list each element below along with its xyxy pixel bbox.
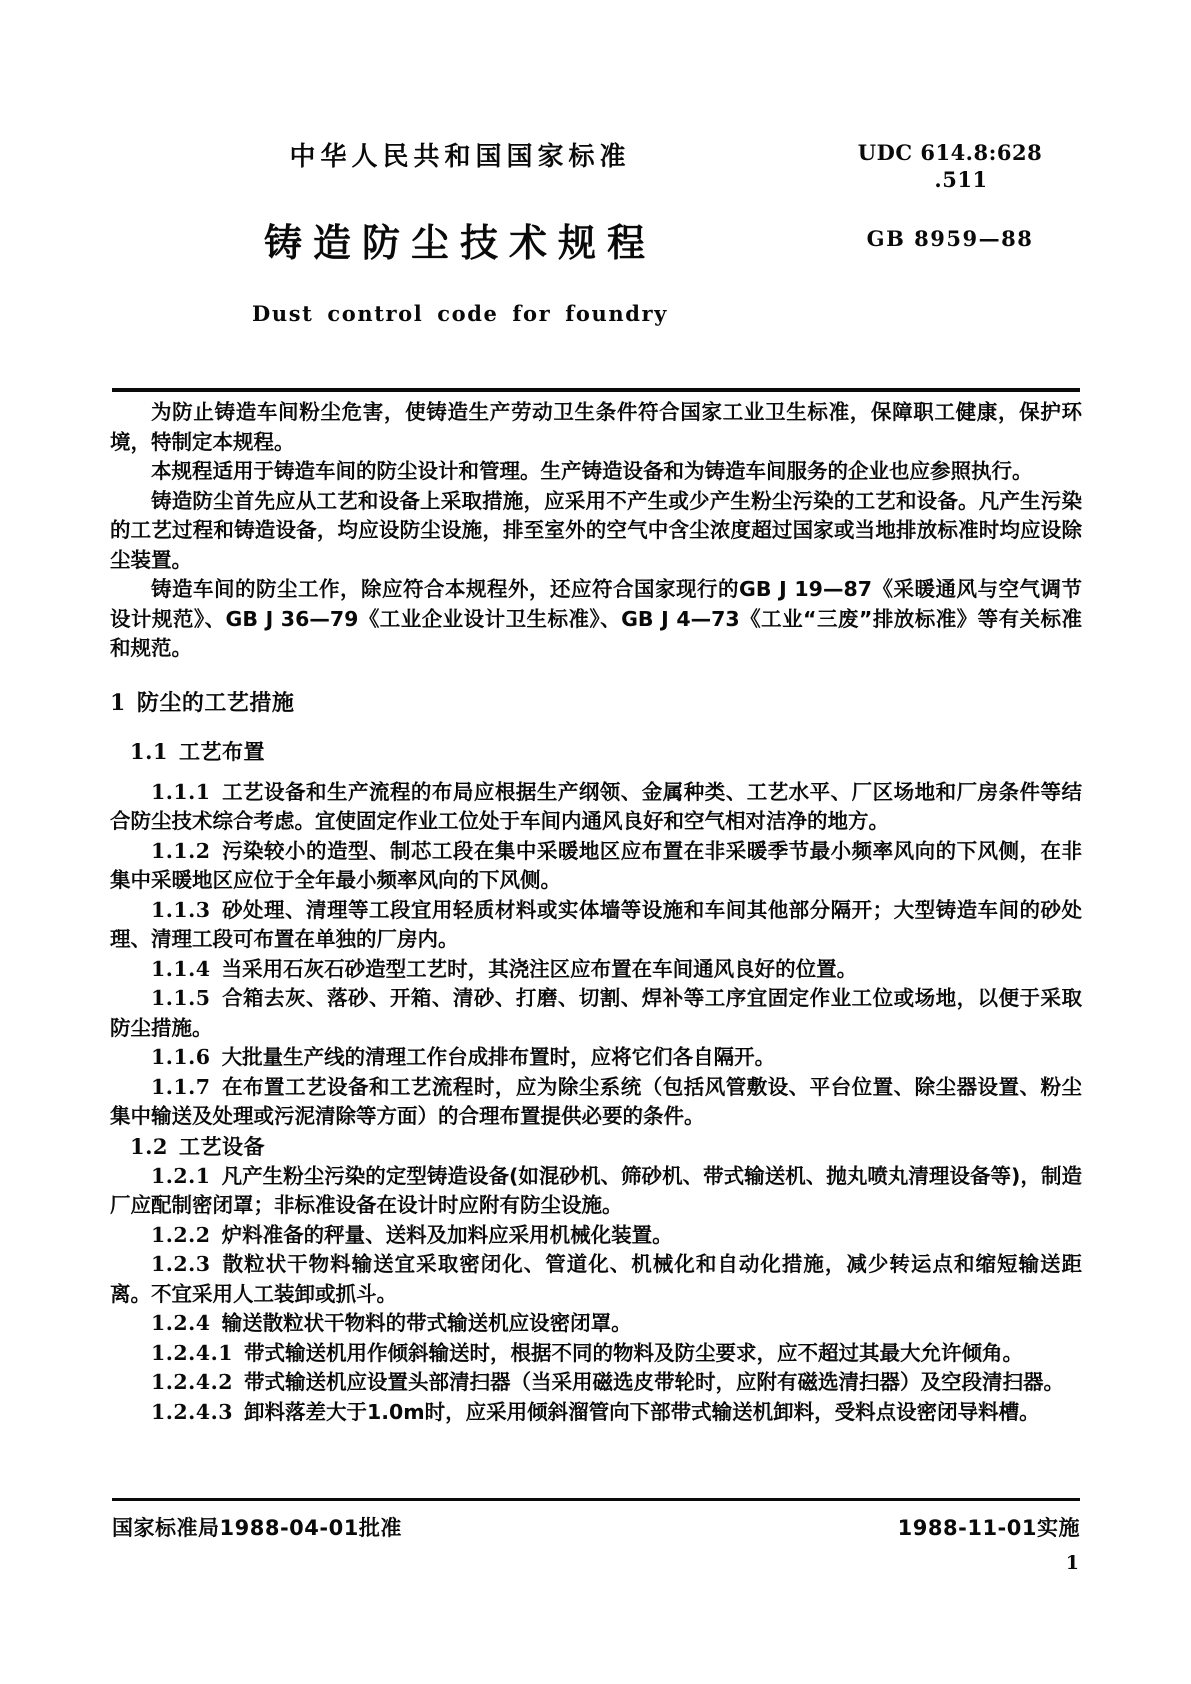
subsection-number-1-2: 1.2 xyxy=(130,1133,169,1159)
issuing-organization: 中华人民共和国国家标准 xyxy=(289,142,631,172)
section-number-1: 1 xyxy=(110,689,126,716)
clause-1-2-1 xyxy=(110,1162,1082,1221)
document-header xyxy=(110,130,1080,360)
clause-number-1-1-5: 1.1.5 xyxy=(151,986,211,1010)
clause-text-1-1-7: 在布置工艺设备和工艺流程时，应为除尘系统（包括风管敷设、平台位置、除尘器设置、粉尘集中输送及处理或污泥清除等方面）的合理布置提供必要的条件。 xyxy=(110,1074,1082,1128)
clause-1-1-6 xyxy=(110,1043,1082,1073)
clause-text-1-2-4-1: 带式输送机用作倾斜输送时，根据不同的物料及防尘要求，应不超过其最大允许倾角。 xyxy=(243,1340,1023,1365)
clause-1-1-2 xyxy=(110,837,1082,896)
clause-number-1-2-4-1: 1.2.4.1 xyxy=(151,1340,233,1365)
clause-text-1-1-5: 合箱去灰、落砂、开箱、清砂、打磨、切割、焊补等工序宜固定作业工位或场地，以便于采取防尘措施。 xyxy=(110,986,1082,1040)
clause-number-1-2-1: 1.2.1 xyxy=(151,1163,211,1188)
clause-1-2-4-3 xyxy=(110,1398,1082,1428)
clause-1-2-2 xyxy=(110,1221,1082,1251)
section-heading-1 xyxy=(110,688,1082,719)
clause-number-1-2-4: 1.2.4 xyxy=(151,1311,211,1335)
clause-text-1-1-6: 大批量生产线的清理工作台成排布置时，应将它们各自隔开。 xyxy=(221,1045,776,1069)
document-title-chinese: 铸造防尘技术规程 xyxy=(263,221,656,266)
clause-text-1-2-2: 炉料准备的秤量、送料及加料应采用机械化装置。 xyxy=(221,1222,673,1247)
approval-statement: 国家标准局1988-04-01批准 xyxy=(112,1516,402,1540)
standard-code-block xyxy=(825,140,1075,251)
subsection-heading-1-1 xyxy=(110,737,1082,767)
clause-number-1-1-3: 1.1.3 xyxy=(151,897,211,922)
clause-1-1-1 xyxy=(110,778,1082,837)
document-footer xyxy=(112,1512,1080,1552)
clause-1-2-4-1 xyxy=(110,1339,1082,1369)
clause-text-1-1-2: 污染较小的造型、制芯工段在集中采暖地区应布置在非采暖季节最小频率风向的下风侧，在非集中采暖地区应位于全年最小频率风向的下风侧。 xyxy=(110,838,1082,892)
document-body xyxy=(110,398,1082,1427)
subsection-title-1-1: 工艺布置 xyxy=(179,739,266,764)
clause-number-1-1-2: 1.1.2 xyxy=(151,838,211,863)
clause-number-1-1-4: 1.1.4 xyxy=(151,956,211,981)
clause-number-1-1-6: 1.1.6 xyxy=(151,1045,211,1069)
header-title-block xyxy=(110,130,810,326)
clause-text-1-2-3: 散粒状干物料输送宜采取密闭化、管道化、机械化和自动化措施，减少转运点和缩短输送距离。不宜采用人工装卸或抓斗。 xyxy=(110,1252,1082,1306)
clause-text-1-2-1: 凡产生粉尘污染的定型铸造设备(如混砂机、筛砂机、带式输送机、抛丸喷丸清理设备等)，制造厂应配制密闭罩；非标准设备在设计时应附有防尘设施。 xyxy=(110,1163,1082,1217)
header-divider-rule xyxy=(112,388,1080,392)
section-title-1: 防尘的工艺措施 xyxy=(136,690,295,716)
clause-1-2-4-2 xyxy=(110,1368,1082,1398)
subsection-number-1-1: 1.1 xyxy=(130,738,169,764)
page-number: 1 xyxy=(1065,1552,1079,1574)
clause-1-2-3 xyxy=(110,1250,1082,1309)
clause-1-1-4 xyxy=(110,955,1082,985)
footer-divider-rule xyxy=(112,1498,1080,1501)
udc-classification-line1: UDC 614.8:628 xyxy=(857,140,1043,165)
clause-text-1-1-1: 工艺设备和生产流程的布局应根据生产纲领、金属种类、工艺水平、厂区场地和厂房条件等结合防尘技术综合考虑。宜使固定作业工位处于车间内通风良好和空气相对洁净的地方。 xyxy=(110,779,1082,833)
document-title-english: Dust control code for foundry xyxy=(252,300,668,326)
intro-paragraph-3: 铸造防尘首先应从工艺和设备上采取措施，应采用不产生或少产生粉尘污染的工艺和设备。凡产生污染的工艺过程和铸造设备，均应设防尘设施，排至室外的空气中含尘浓度超过国家或当地排放标准时均应设除尘装置。 xyxy=(110,488,1082,572)
spacer xyxy=(110,719,1082,737)
subsection-title-1-2: 工艺设备 xyxy=(179,1134,266,1159)
intro-paragraph-2: 本规程适用于铸造车间的防尘设计和管理。生产铸造设备和为铸造车间服务的企业也应参照执行。 xyxy=(151,459,1033,483)
clause-text-1-1-3: 砂处理、清理等工段宜用轻质材料或实体墙等设施和车间其他部分隔开；大型铸造车间的砂处理、清理工段可布置在单独的厂房内。 xyxy=(110,897,1082,951)
intro-paragraph-1: 为防止铸造车间粉尘危害，使铸造生产劳动卫生条件符合国家工业卫生标准，保障职工健康，保护环境，特制定本规程。 xyxy=(110,400,1082,454)
clause-number-1-2-4-3: 1.2.4.3 xyxy=(151,1399,233,1424)
clause-text-1-2-4: 输送散粒状干物料的带式输送机应设密闭罩。 xyxy=(221,1311,632,1335)
clause-1-1-5 xyxy=(110,984,1082,1043)
clause-number-1-2-2: 1.2.2 xyxy=(151,1222,211,1247)
clause-1-1-3 xyxy=(110,896,1082,955)
clause-number-1-2-3: 1.2.3 xyxy=(151,1252,211,1276)
clause-1-1-7 xyxy=(110,1073,1082,1132)
spacer xyxy=(110,767,1082,778)
standard-number: GB 8959—88 xyxy=(866,226,1034,251)
subsection-heading-1-2 xyxy=(110,1132,1082,1162)
clause-number-1-1-7: 1.1.7 xyxy=(151,1074,211,1099)
intro-paragraph-4: 铸造车间的防尘工作，除应符合本规程外，还应符合国家现行的GB J 19—87《采暖通风与空气调节设计规范》、GB J 36—79《工业企业设计卫生标准》、GB J 4—73《工业“三废”排放标准》等有关标准和规范。 xyxy=(110,577,1082,660)
clause-text-1-2-4-2: 带式输送机应设置头部清扫器（当采用磁选皮带轮时，应附有磁选清扫器）及空段清扫器。 xyxy=(243,1370,1064,1394)
clause-number-1-2-4-2: 1.2.4.2 xyxy=(151,1370,233,1394)
clause-number-1-1-1: 1.1.1 xyxy=(151,779,211,804)
clause-1-2-4 xyxy=(110,1309,1082,1339)
clause-text-1-2-4-3: 卸料落差大于1.0m时，应采用倾斜溜管向下部带式输送机卸料，受料点设密闭导料槽。 xyxy=(243,1399,1040,1424)
udc-classification-line2: .511 xyxy=(934,167,988,192)
spacer xyxy=(110,664,1082,688)
clause-text-1-1-4: 当采用石灰石砂造型工艺时，其浇注区应布置在车间通风良好的位置。 xyxy=(221,956,858,981)
implementation-date: 1988-11-01实施 xyxy=(897,1516,1080,1540)
